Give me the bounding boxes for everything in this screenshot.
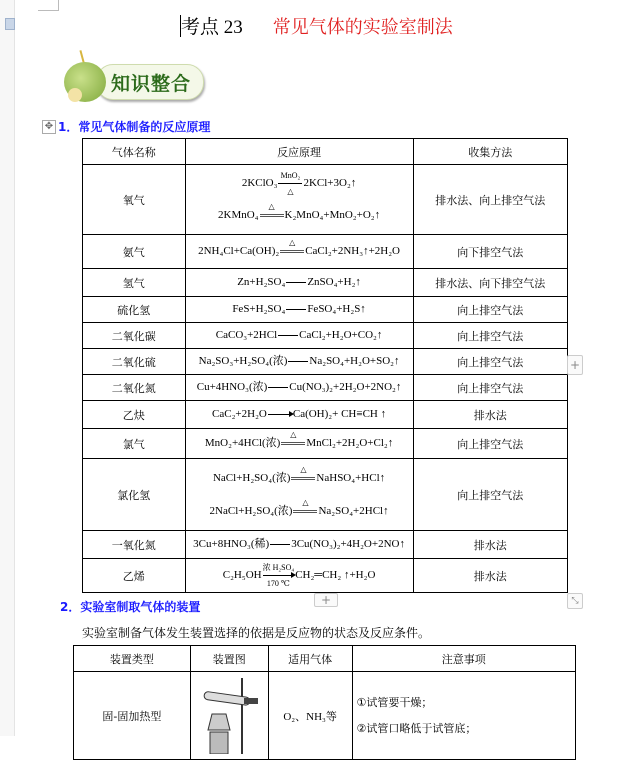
equation-reactants: 2KMnO₄ [218, 208, 259, 221]
collection-method: 排水法 [413, 401, 567, 429]
condition-bottom [293, 515, 317, 526]
equation-products: ZnSO₄+H₂↑ [307, 276, 361, 288]
condition-top: △ [289, 238, 296, 247]
condition-top: 浓 H₂SO₄ [262, 563, 295, 572]
gas-name: 硫化氢 [83, 297, 186, 323]
reaction-condition [288, 359, 308, 364]
reaction-sign [291, 477, 315, 480]
equation [186, 277, 413, 288]
equation-products: 2KCl+3O₂↑ [303, 176, 357, 189]
table-row [83, 459, 568, 531]
reaction-cell [185, 375, 413, 401]
section2-heading: 2．实验室制取气体的装置 [60, 600, 201, 614]
gas-name: 氨气 [83, 235, 186, 269]
notes-cell [352, 672, 575, 760]
add-row-button[interactable]: + [314, 593, 338, 607]
add-column-button[interactable]: + [567, 355, 583, 375]
reaction-sign [278, 335, 298, 336]
equation-reactants: Zn+H₂SO₄ [237, 276, 286, 288]
reaction-cell [185, 349, 413, 375]
gas-name: 乙炔 [83, 401, 186, 429]
reaction-sign [263, 575, 295, 576]
table-resize-handle[interactable]: ⤡ [567, 593, 583, 609]
gas-name: 一氧化氮 [83, 531, 186, 559]
condition-top: △ [268, 201, 275, 211]
collection-method: 排水法、向上排空气法 [413, 165, 567, 235]
equation [186, 562, 413, 589]
header-cell: 装置图 [190, 646, 268, 672]
equation [186, 330, 413, 341]
reaction-sign [268, 414, 292, 415]
reaction-condition [270, 542, 290, 547]
header-cell: 气体名称 [83, 139, 186, 165]
table-row [83, 429, 568, 459]
collection-method: 排水法 [413, 531, 567, 559]
reaction-sign [260, 214, 284, 217]
table-row [83, 559, 568, 593]
equation [186, 464, 413, 493]
reaction-cell [185, 531, 413, 559]
reaction-condition [278, 333, 298, 338]
reaction-cell [185, 559, 413, 593]
reaction-cell [185, 165, 413, 235]
equation [186, 539, 413, 550]
note: ②试管口略低于试管底； [356, 721, 477, 735]
condition-top: MnO₂ [280, 170, 301, 180]
equation-reactants: Cu+4HNO₃(浓) [196, 381, 268, 393]
equation [186, 237, 413, 266]
equation-products: NaHSO₄+HCl↑ [316, 471, 386, 484]
section1-heading: 1．常见气体制备的反应原理 [58, 120, 211, 134]
gas-name: 二氧化碳 [83, 323, 186, 349]
equation-reactants: CaCO₃+2HCl [215, 329, 278, 341]
flower-icon [68, 88, 82, 102]
reaction-sign [286, 309, 306, 310]
header-cell: 反应原理 [185, 139, 413, 165]
collection-method: 向上排空气法 [413, 349, 567, 375]
gas-name: 乙烯 [83, 559, 186, 593]
condition-bottom [291, 482, 315, 493]
header-cell: 适用气体 [268, 646, 352, 672]
condition-top: △ [302, 497, 309, 507]
reaction-sign [268, 387, 288, 388]
collection-method: 排水法、向下排空气法 [413, 269, 567, 297]
reaction-condition [286, 307, 306, 312]
gas-name: 氧气 [83, 165, 186, 235]
gas-name: 氯化氢 [83, 459, 186, 531]
reaction-cell [185, 323, 413, 349]
collection-method: 向上排空气法 [413, 375, 567, 401]
table-row [83, 165, 568, 235]
condition-bottom: 170 ℃ [266, 579, 290, 588]
table-row [83, 531, 568, 559]
reaction-condition [278, 170, 302, 197]
reaction-sign [280, 250, 304, 253]
equation [186, 201, 413, 230]
collection-method: 向上排空气法 [413, 459, 567, 531]
apparatus-table [73, 645, 576, 760]
collection-method: 向上排空气法 [413, 429, 567, 459]
reaction-condition [286, 280, 306, 285]
reaction-sign [281, 442, 305, 445]
heating-apparatus-image [194, 674, 264, 754]
reaction-cell [185, 297, 413, 323]
applicable-gases: O₂、NH₃等 [268, 672, 352, 760]
header-cell: 装置类型 [74, 646, 191, 672]
condition-top: △ [300, 464, 307, 474]
knowledge-banner [62, 50, 207, 105]
equation-reactants: NaCl+H₂SO₄(浓) [212, 471, 291, 484]
equation-products: 3Cu(NO₃)₂+4H₂O+2NO↑ [291, 538, 405, 550]
reaction-cell [185, 401, 413, 429]
title-main: 常见气体的实验室制法 [272, 17, 453, 38]
reaction-sign [278, 183, 302, 184]
page-title [180, 12, 453, 39]
table-row [83, 297, 568, 323]
reaction-condition [291, 464, 315, 493]
note: ①试管要干燥； [356, 695, 433, 709]
reaction-sign [293, 510, 317, 513]
reaction-cell [185, 235, 413, 269]
equation [186, 497, 413, 526]
collection-method: 向上排空气法 [413, 323, 567, 349]
equation-reactants: 2NaCl+H₂SO₄(浓) [209, 504, 293, 517]
reaction-cell [185, 269, 413, 297]
equation-reactants: CaC₂+2H₂O [212, 408, 267, 420]
table-row [83, 349, 568, 375]
table-move-handle[interactable]: ✥ [42, 120, 56, 134]
reaction-table [82, 138, 568, 593]
equation-products: CaCl₂+2NH₃↑+2H₂O [305, 245, 401, 258]
equation [186, 429, 413, 458]
equation [186, 304, 413, 315]
reaction-cell [185, 459, 413, 531]
table-row [83, 375, 568, 401]
header-cell: 注意事项 [352, 646, 575, 672]
reaction-condition [280, 237, 304, 266]
header-cell: 收集方法 [413, 139, 567, 165]
gas-name: 二氧化硫 [83, 349, 186, 375]
apparatus-type: 固-固加热型 [74, 672, 191, 760]
reaction-condition [268, 385, 288, 390]
gas-name: 氢气 [83, 269, 186, 297]
reaction-sign [288, 361, 308, 362]
title-prefix: 考点 23 [181, 17, 243, 38]
equation [186, 170, 413, 197]
equation [186, 356, 413, 367]
table-row [83, 269, 568, 297]
reaction-condition [260, 201, 284, 230]
condition-top: △ [290, 430, 297, 439]
equation-products: Cu(NO₃)₂+2H₂O+2NO₂↑ [289, 381, 402, 393]
gas-name: 二氧化氮 [83, 375, 186, 401]
apparatus-diagram [190, 672, 268, 760]
collection-method: 排水法 [413, 559, 567, 593]
equation-products: K₂MnO₄+MnO₂+O₂↑ [284, 208, 381, 221]
equation-products: Ca(OH)₂+ CH≡CH ↑ [292, 408, 387, 420]
reaction-sign [270, 544, 290, 545]
equation-reactants: 2NH₄Cl+Ca(OH)₂ [198, 245, 280, 258]
equation-reactants: MnO₂+4HCl(浓) [204, 437, 281, 450]
reaction-condition [281, 429, 305, 458]
condition-bottom [281, 447, 305, 458]
equation-products: Na₂SO₄+H₂O+SO₂↑ [309, 355, 400, 367]
collection-method: 向上排空气法 [413, 297, 567, 323]
gas-name: 氯气 [83, 429, 186, 459]
collection-method: 向下排空气法 [413, 235, 567, 269]
reaction-condition [293, 497, 317, 526]
table-row [83, 323, 568, 349]
equation-products: Na₂SO₄+2HCl↑ [318, 504, 389, 517]
table-row [83, 235, 568, 269]
equation-reactants: 3Cu+8HNO₃(稀) [193, 538, 270, 550]
reaction-sign [286, 282, 306, 283]
condition-bottom [280, 255, 304, 266]
equation [186, 382, 413, 393]
equation-reactants: Na₂SO₃+H₂SO₄(浓) [198, 355, 288, 367]
condition-bottom [260, 219, 284, 230]
table-row [83, 401, 568, 429]
banner-label: 知识整合 [96, 64, 204, 100]
equation-products: CH₂═CH₂ ↑+H₂O [295, 569, 376, 582]
reaction-cell [185, 429, 413, 459]
document-icon[interactable] [5, 18, 15, 30]
left-margin [0, 0, 15, 736]
equation [186, 409, 413, 420]
equation-products: MnCl₂+2H₂O+Cl₂↑ [306, 437, 394, 450]
page-corner-mark [38, 0, 59, 11]
reaction-condition [263, 562, 295, 589]
equation-reactants: C₂H₅OH [222, 569, 262, 582]
equation-products: CaCl₂+H₂O+CO₂↑ [299, 329, 383, 341]
equation-reactants: 2KClO₃ [241, 176, 278, 189]
section2-intro: 实验室制备气体发生装置选择的依据是反应物的状态及反应条件。 [82, 626, 431, 640]
reaction-condition [268, 412, 292, 417]
condition-bottom: △ [287, 186, 294, 196]
equation-products: FeSO₄+H₂S↑ [307, 303, 366, 315]
equation-reactants: FeS+H₂SO₄ [232, 303, 286, 315]
table-row [74, 672, 576, 760]
